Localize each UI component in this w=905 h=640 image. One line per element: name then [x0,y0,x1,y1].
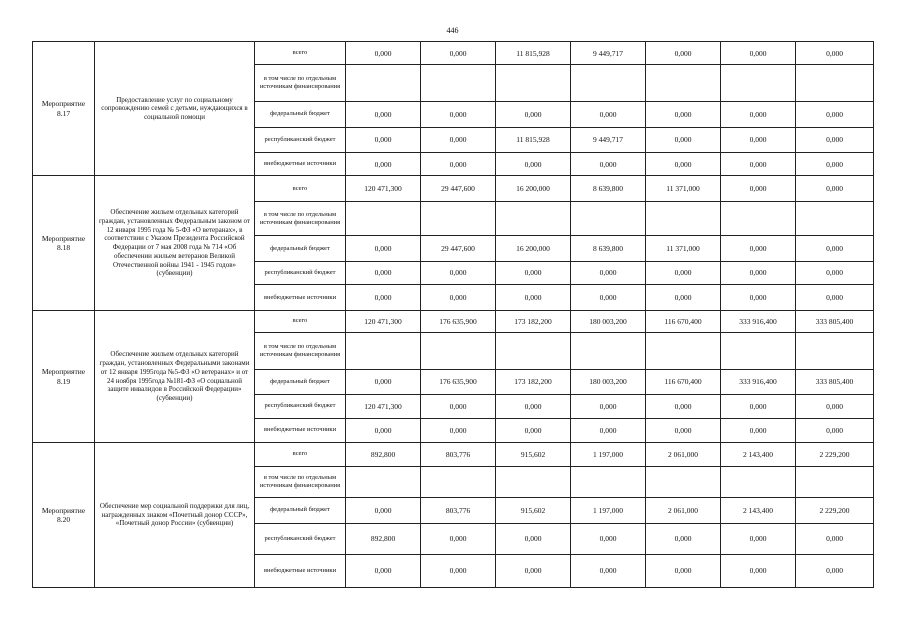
value-cell: 0,000 [496,261,571,284]
value-cell: 0,000 [571,418,646,442]
value-cell: 0,000 [721,555,796,588]
value-cell: 9 449,717 [571,127,646,152]
value-cell: 0,000 [421,285,496,310]
value-cell: 0,000 [721,261,796,284]
value-cell [796,333,874,370]
value-cell: 120 471,300 [346,310,421,332]
funding-source-cell: в том числе по отдельным источникам финансирования [255,466,346,498]
value-cell: 892,800 [346,443,421,466]
value-cell: 0,000 [646,395,721,418]
value-cell: 0,000 [346,236,421,261]
value-cell: 333 916,400 [721,310,796,332]
funding-source-cell: в том числе по отдельным источникам финансирования [255,65,346,102]
value-cell: 1 197,000 [571,443,646,466]
funding-source-cell: республиканский бюджет [255,395,346,418]
value-cell [721,65,796,102]
funding-source-cell: всего [255,310,346,332]
value-cell: 120 471,300 [346,395,421,418]
value-cell [346,466,421,498]
funding-source-cell: внебюджетные источники [255,285,346,310]
value-cell: 0,000 [346,42,421,65]
value-cell: 0,000 [721,152,796,175]
funding-source-cell: республиканский бюджет [255,523,346,555]
value-cell: 116 670,400 [646,310,721,332]
value-cell: 0,000 [571,102,646,127]
value-cell: 116 670,400 [646,369,721,394]
value-cell: 180 003,200 [571,369,646,394]
event-id-cell: Мероприятие 8.18 [33,176,95,310]
value-cell [421,333,496,370]
value-cell: 0,000 [796,418,874,442]
value-cell: 2 061,000 [646,498,721,523]
value-cell: 29 447,600 [421,176,496,201]
value-cell: 11 371,000 [646,176,721,201]
value-cell: 8 639,800 [571,176,646,201]
value-cell: 11 371,000 [646,236,721,261]
value-cell: 0,000 [721,418,796,442]
value-cell: 2 229,200 [796,443,874,466]
value-cell [721,466,796,498]
value-cell [346,201,421,236]
value-cell: 0,000 [346,127,421,152]
value-cell: 0,000 [646,102,721,127]
value-cell [646,333,721,370]
funding-source-cell: федеральный бюджет [255,498,346,523]
value-cell: 0,000 [346,261,421,284]
value-cell: 0,000 [496,523,571,555]
funding-source-cell: всего [255,443,346,466]
value-cell: 1 197,000 [571,498,646,523]
value-cell: 0,000 [646,418,721,442]
value-cell: 0,000 [346,152,421,175]
value-cell: 0,000 [421,395,496,418]
event-description-cell: Обеспечение мер социальной поддержки для лиц, награжденных знаком «Почетный донор СССР», «Почетный донор России» (субвенции) [95,443,255,588]
value-cell: 0,000 [496,395,571,418]
funding-source-cell: внебюджетные источники [255,418,346,442]
value-cell: 16 200,000 [496,176,571,201]
value-cell: 0,000 [346,285,421,310]
value-cell: 2 143,400 [721,443,796,466]
value-cell: 0,000 [421,418,496,442]
event-description-cell: Обеспечение жильем отдельных категорий граждан, установленных Федеральным законом от 12 января 1995 года № 5-ФЗ «О ветеранах», в соответствии с Указом Президента Российской Федерации от 7 мая 2008 года № 714 «Об обеспечении жильем ветеранов Великой Отечественной войны 1941 - 1945 годов» (субвенции) [95,176,255,310]
funding-source-cell: федеральный бюджет [255,102,346,127]
event-description-cell: Предоставление услуг по социальному сопровождению семей с детьми, нуждающихся в социальной помощи [95,42,255,176]
value-cell: 0,000 [646,261,721,284]
value-cell [796,466,874,498]
value-cell: 892,800 [346,523,421,555]
value-cell: 0,000 [571,261,646,284]
value-cell [421,466,496,498]
value-cell [796,201,874,236]
value-cell: 0,000 [796,236,874,261]
value-cell: 915,602 [496,443,571,466]
funding-source-cell: внебюджетные источники [255,555,346,588]
value-cell: 0,000 [346,498,421,523]
value-cell: 0,000 [496,285,571,310]
funding-source-cell: республиканский бюджет [255,261,346,284]
value-cell: 0,000 [721,42,796,65]
value-cell: 0,000 [346,555,421,588]
value-cell: 176 635,900 [421,369,496,394]
value-cell: 0,000 [796,555,874,588]
value-cell [346,65,421,102]
value-cell: 0,000 [721,176,796,201]
value-cell: 0,000 [421,127,496,152]
event-id-cell: Мероприятие 8.17 [33,42,95,176]
value-cell: 0,000 [496,418,571,442]
value-cell: 0,000 [796,102,874,127]
value-cell: 29 447,600 [421,236,496,261]
value-cell: 0,000 [646,285,721,310]
value-cell: 0,000 [646,42,721,65]
value-cell [421,201,496,236]
funding-source-cell: в том числе по отдельным источникам финансирования [255,201,346,236]
funding-source-cell: внебюджетные источники [255,152,346,175]
value-cell: 0,000 [421,152,496,175]
value-cell: 0,000 [646,555,721,588]
value-cell: 0,000 [796,285,874,310]
value-cell: 0,000 [721,127,796,152]
funding-source-cell: республиканский бюджет [255,127,346,152]
value-cell [571,65,646,102]
value-cell: 0,000 [646,523,721,555]
table-row [33,176,874,201]
value-cell: 2 061,000 [646,443,721,466]
value-cell: 0,000 [721,285,796,310]
value-cell: 0,000 [421,42,496,65]
value-cell [496,466,571,498]
value-cell: 0,000 [571,555,646,588]
value-cell: 0,000 [421,261,496,284]
table-row [33,42,874,65]
value-cell: 0,000 [496,102,571,127]
table-row [33,310,874,332]
funding-source-cell: всего [255,176,346,201]
budget-table [32,41,874,588]
value-cell: 915,602 [496,498,571,523]
value-cell: 0,000 [796,176,874,201]
value-cell [721,201,796,236]
value-cell [496,65,571,102]
value-cell [421,65,496,102]
event-description-cell: Обеспечение жильем отдельных категорий граждан, установленных Федеральными законами от 12 января 1995года №5-ФЗ «О ветеранах» и от 24 ноября 1995года №181-ФЗ «О социальной защите инвалидов в Российской Федерации» (субвенции) [95,310,255,442]
funding-source-cell: всего [255,42,346,65]
value-cell: 8 639,800 [571,236,646,261]
value-cell: 2 229,200 [796,498,874,523]
value-cell: 2 143,400 [721,498,796,523]
value-cell [496,201,571,236]
value-cell: 0,000 [796,127,874,152]
value-cell [346,333,421,370]
value-cell: 803,776 [421,443,496,466]
page-number: 446 [446,26,459,35]
funding-source-cell: федеральный бюджет [255,369,346,394]
value-cell [571,333,646,370]
value-cell: 333 805,400 [796,310,874,332]
value-cell: 11 815,928 [496,127,571,152]
value-cell [646,65,721,102]
value-cell [496,333,571,370]
value-cell [571,201,646,236]
value-cell [571,466,646,498]
value-cell: 11 815,928 [496,42,571,65]
value-cell: 180 003,200 [571,310,646,332]
value-cell: 120 471,300 [346,176,421,201]
value-cell: 176 635,900 [421,310,496,332]
value-cell: 0,000 [796,152,874,175]
value-cell: 0,000 [421,523,496,555]
value-cell: 333 916,400 [721,369,796,394]
value-cell: 0,000 [346,102,421,127]
value-cell: 0,000 [796,261,874,284]
value-cell: 0,000 [796,523,874,555]
value-cell: 0,000 [421,102,496,127]
value-cell: 9 449,717 [571,42,646,65]
value-cell: 173 182,200 [496,310,571,332]
value-cell: 16 200,000 [496,236,571,261]
value-cell: 0,000 [721,395,796,418]
funding-source-cell: федеральный бюджет [255,236,346,261]
value-cell: 0,000 [571,523,646,555]
value-cell [796,65,874,102]
value-cell: 0,000 [796,395,874,418]
value-cell [721,333,796,370]
value-cell: 0,000 [721,102,796,127]
value-cell: 0,000 [496,555,571,588]
event-id-cell: Мероприятие 8.19 [33,310,95,442]
value-cell: 173 182,200 [496,369,571,394]
value-cell: 0,000 [571,152,646,175]
value-cell: 333 805,400 [796,369,874,394]
table-row [33,443,874,466]
value-cell [646,466,721,498]
value-cell: 0,000 [346,369,421,394]
value-cell: 0,000 [346,418,421,442]
value-cell: 0,000 [571,395,646,418]
value-cell: 0,000 [496,152,571,175]
value-cell: 0,000 [646,152,721,175]
value-cell: 0,000 [721,236,796,261]
value-cell: 0,000 [571,285,646,310]
event-id-cell: Мероприятие 8.20 [33,443,95,588]
value-cell: 0,000 [796,42,874,65]
value-cell: 0,000 [646,127,721,152]
value-cell: 0,000 [421,555,496,588]
value-cell: 0,000 [721,523,796,555]
funding-source-cell: в том числе по отдельным источникам финансирования [255,333,346,370]
value-cell [646,201,721,236]
value-cell: 803,776 [421,498,496,523]
